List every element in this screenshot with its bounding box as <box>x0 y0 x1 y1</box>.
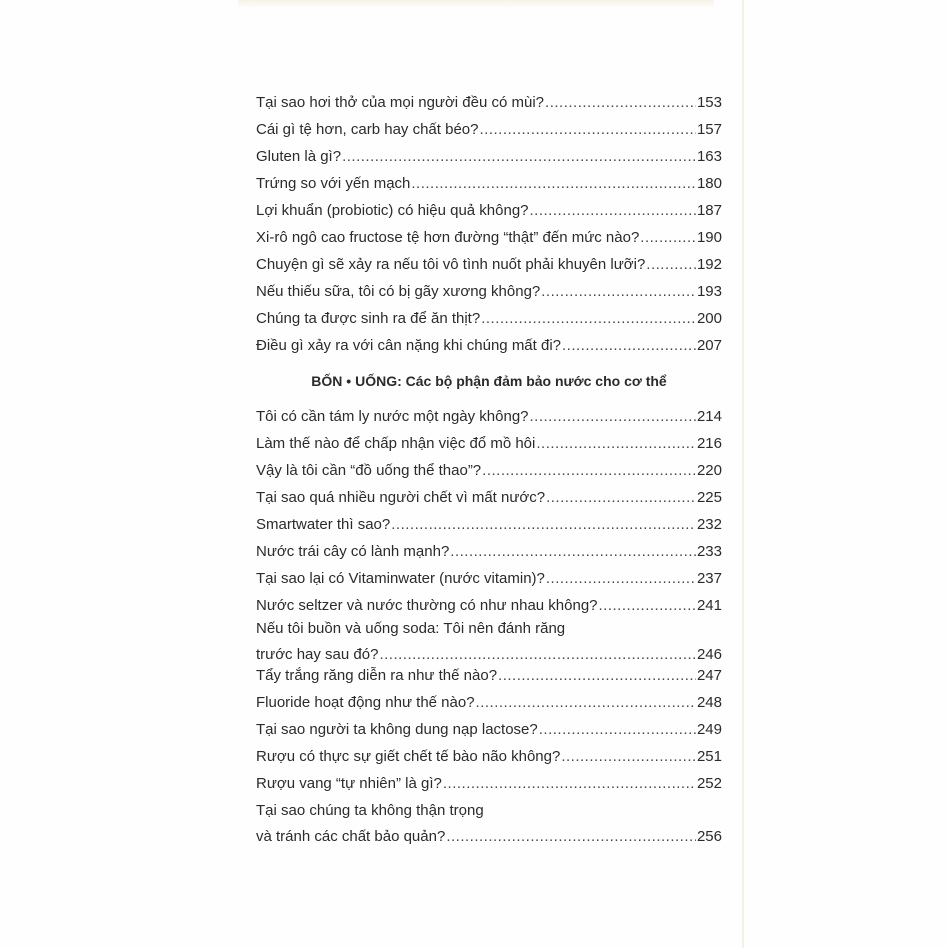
entry-title: Tại sao quá nhiều người chết vì mất nước? <box>256 489 546 506</box>
entry-title: Nếu thiếu sữa, tôi có bị gãy xương không? <box>256 283 541 300</box>
entry-title: Tại sao người ta không dung nạp lactose? <box>256 721 538 738</box>
leader-dots <box>498 663 696 689</box>
leader-dots <box>443 771 696 797</box>
toc-entry <box>256 431 722 457</box>
leader-dots <box>446 824 696 850</box>
entry-title: Vậy là tôi cần “đồ uống thể thao”? <box>256 462 482 479</box>
toc-entry <box>256 663 722 689</box>
entry-title: Fluoride hoạt động như thế nào? <box>256 694 475 711</box>
toc-entry <box>256 225 722 251</box>
toc-entry <box>256 771 722 797</box>
entry-page-number: 249 <box>696 721 722 738</box>
leader-dots <box>476 690 696 716</box>
entry-page-number: 153 <box>696 94 722 111</box>
entry-title: Tại sao lại có Vitaminwater (nước vitamin)? <box>256 570 545 587</box>
section-bullet: • <box>346 373 352 389</box>
entry-page-number: 190 <box>696 229 722 246</box>
entry-page-number: 237 <box>696 570 722 587</box>
entry-title: Làm thế nào để chấp nhận việc đổ mồ hôi <box>256 435 536 452</box>
entry-title: Chúng ta được sinh ra để ăn thịt? <box>256 310 481 327</box>
entry-page-number: 220 <box>696 462 722 479</box>
entry-title: Nước seltzer và nước thường có như nhau không? <box>256 597 598 614</box>
entry-page-number: 225 <box>696 489 722 506</box>
leader-dots <box>640 225 696 251</box>
entry-title: Gluten là gì? <box>256 148 342 165</box>
leader-dots <box>536 431 696 457</box>
entry-title: Chuyện gì sẽ xảy ra nếu tôi vô tình nuốt phải khuyên lưỡi? <box>256 256 646 273</box>
entry-page-number: 232 <box>696 516 722 533</box>
entry-page-number: 192 <box>696 256 722 273</box>
toc-entry-two-line <box>256 616 722 668</box>
entry-page-number: 216 <box>696 435 722 452</box>
entry-title-line1: Nếu tôi buồn và uống soda: Tôi nên đánh răng <box>256 620 566 637</box>
toc-entry <box>256 485 722 511</box>
leader-dots <box>481 306 696 332</box>
entry-title: Trứng so với yến mạch <box>256 175 411 192</box>
entry-page-number: 193 <box>696 283 722 300</box>
entry-title: Tẩy trắng răng diễn ra như thế nào? <box>256 667 498 684</box>
leader-dots <box>562 333 696 359</box>
leader-dots <box>342 144 696 170</box>
section-label: BỐN <box>311 373 343 389</box>
entry-page-number: 163 <box>696 148 722 165</box>
leader-dots <box>545 90 696 116</box>
toc-entry <box>256 404 722 430</box>
entry-title: và tránh các chất bảo quản? <box>256 828 446 845</box>
entry-title: Nước trái cây có lành mạnh? <box>256 543 450 560</box>
leader-dots <box>411 171 696 197</box>
entry-title: Lợi khuẩn (probiotic) có hiệu quả không? <box>256 202 529 219</box>
toc-entry <box>256 117 722 143</box>
entry-title: Điều gì xảy ra với cân nặng khi chúng mất đi? <box>256 337 562 354</box>
entry-title: Rượu vang “tự nhiên” là gì? <box>256 775 442 792</box>
leader-dots <box>561 744 696 770</box>
section-title: UỐNG: Các bộ phận đảm bảo nước cho cơ thể <box>355 373 667 389</box>
entry-page-number: 233 <box>696 543 722 560</box>
toc-entry-two-line <box>256 798 722 850</box>
entry-page-number: 214 <box>696 408 722 425</box>
leader-dots <box>541 279 696 305</box>
toc-entry <box>256 144 722 170</box>
toc-entry <box>256 171 722 197</box>
entry-page-number: 180 <box>696 175 722 192</box>
entry-page-number: 157 <box>696 121 722 138</box>
leader-dots <box>539 717 696 743</box>
toc-entry <box>256 566 722 592</box>
entry-title: Cái gì tệ hơn, carb hay chất béo? <box>256 121 479 138</box>
leader-dots <box>450 539 696 565</box>
toc-entry <box>256 306 722 332</box>
toc-entry <box>256 690 722 716</box>
leader-dots <box>479 117 695 143</box>
toc-entry <box>256 458 722 484</box>
entry-title: Rượu có thực sự giết chết tế bào não không? <box>256 748 561 765</box>
entry-page-number: 200 <box>696 310 722 327</box>
toc-entry <box>256 279 722 305</box>
entry-title: Tôi có cần tám ly nước một ngày không? <box>256 408 529 425</box>
toc-entry <box>256 333 722 359</box>
entry-page-number: 187 <box>696 202 722 219</box>
leader-dots <box>546 566 696 592</box>
entry-page-number: 207 <box>696 337 722 354</box>
leader-dots <box>546 485 696 511</box>
entry-page-number: 248 <box>696 694 722 711</box>
entry-page-number: 251 <box>696 748 722 765</box>
toc-entry <box>256 512 722 538</box>
toc-entry <box>256 744 722 770</box>
leader-dots <box>530 404 696 430</box>
leader-dots <box>391 512 696 538</box>
toc-entry <box>256 252 722 278</box>
entry-title: Xi-rô ngô cao fructose tệ hơn đường “thật” đến mức nào? <box>256 229 640 246</box>
page-right-edge <box>742 0 744 948</box>
toc-entry <box>256 90 722 116</box>
entry-page-number: 246 <box>696 646 722 663</box>
leader-dots <box>530 198 696 224</box>
entry-title-line1: Tại sao chúng ta không thận trọng <box>256 802 484 819</box>
page-top-shadow <box>238 0 714 8</box>
entry-page-number: 247 <box>696 667 722 684</box>
entry-title: Smartwater thì sao? <box>256 516 391 533</box>
entry-title: Tại sao hơi thở của mọi người đều có mùi? <box>256 94 545 111</box>
toc-entry <box>256 198 722 224</box>
entry-title: trước hay sau đó? <box>256 646 379 663</box>
leader-dots <box>482 458 696 484</box>
entry-page-number: 241 <box>696 597 722 614</box>
entry-page-number: 252 <box>696 775 722 792</box>
leader-dots <box>646 252 696 278</box>
toc-entry <box>256 539 722 565</box>
section-heading <box>256 370 722 392</box>
toc-entry <box>256 717 722 743</box>
entry-page-number: 256 <box>696 828 722 845</box>
